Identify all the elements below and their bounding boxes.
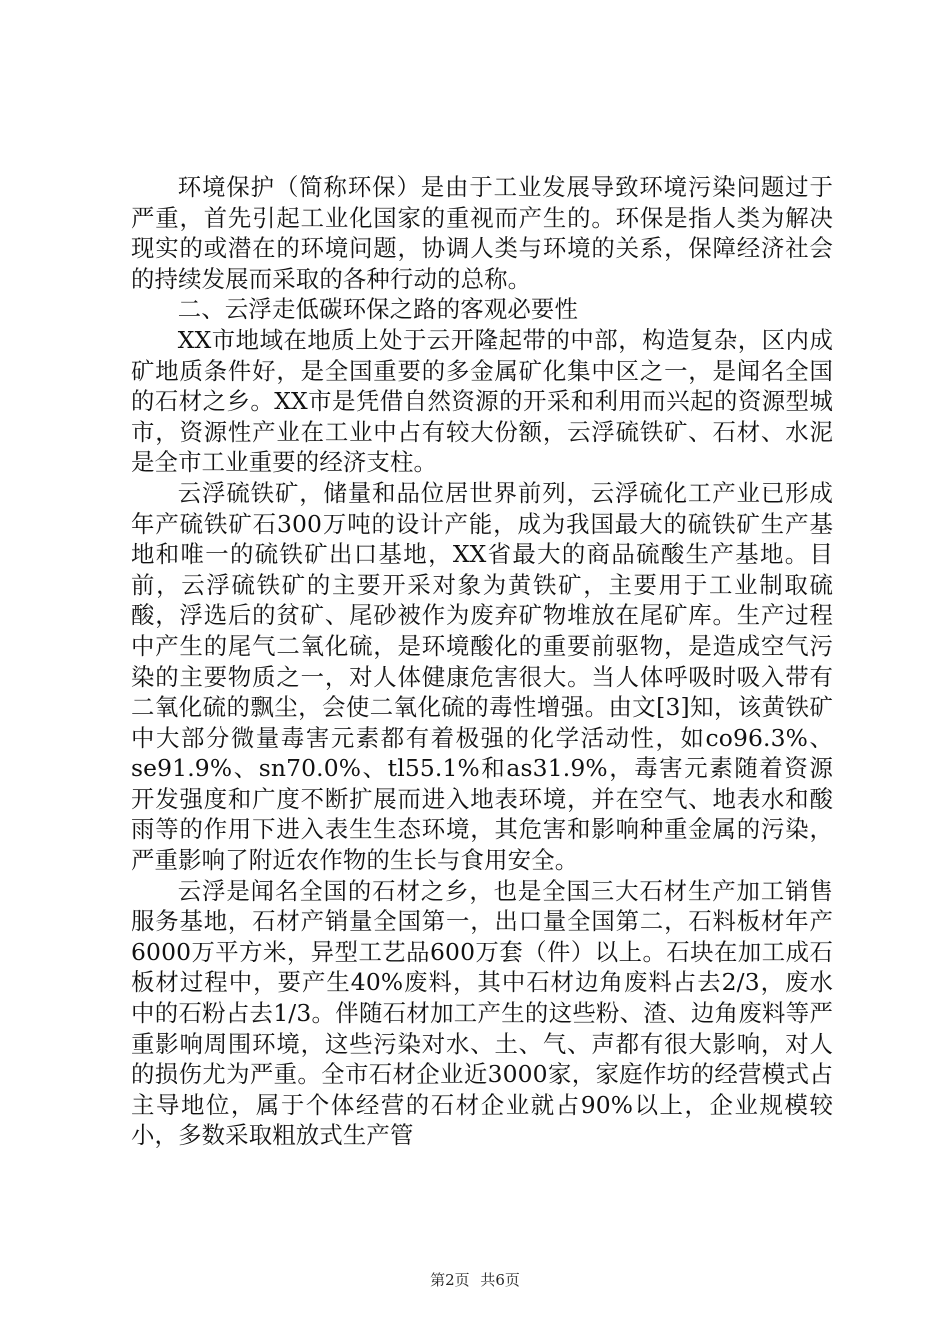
paragraph-pyrite-mine: 云浮硫铁矿，储量和品位居世界前列，云浮硫化工产业已形成年产硫铁矿石300万吨的设计产能，成为我国最大的硫铁矿生产基地和唯一的硫铁矿出口基地，XX省最大的商品硫酸生产基地。目前，云浮硫铁矿的主要开采对象为黄铁矿，主要用于工业制取硫酸，浮选后的贫矿、尾砂被作为废弃矿物堆放在尾矿库。生产过程中产生的尾气二氧化硫，是环境酸化的重要前驱物，是造成空气污染的主要物质之一，对人体健康危害很大。当人体呼吸时吸入带有二氧化硫的飘尘，会使二氧化硫的毒性增强。由文[3]知，该黄铁矿中大部分微量毒害元素都有着极强的化学活动性，如co96.3%、se91.9%、sn70.0%、tl55.1%和as31.9%，毒害元素随着资源开发强度和广度不断扩展而进入地表环境，并在空气、地表水和酸雨等的作用下进入表生生态环境，其危害和影响种重金属的污染，严重影响了附近农作物的生长与食用安全。	[131, 478, 833, 875]
paragraph-city-geology: XX市地域在地质上处于云开隆起带的中部，构造复杂，区内成矿地质条件好，是全国重要的多金属矿化集中区之一，是闻名全国的石材之乡。XX市是凭借自然资源的开采和利用而兴起的资源型城市，资源性产业在工业中占有较大份额，云浮硫铁矿、石材、水泥是全市工业重要的经济支柱。	[131, 325, 833, 477]
paragraph-intro-environmental-protection: 环境保护（简称环保）是由于工业发展导致环境污染问题过于严重，首先引起工业化国家的重视而产生的。环保是指人类为解决现实的或潜在的环境问题，协调人类与环境的关系，保障经济社会的持续发展而采取的各种行动的总称。	[131, 173, 833, 293]
page-total: 共6页	[480, 1271, 520, 1289]
page-number: 第2页	[430, 1271, 470, 1289]
paragraph-stone-industry: 云浮是闻名全国的石材之乡，也是全国三大石材生产加工销售服务基地，石材产销量全国第一，出口量全国第二，石料板材年产6000万平方米，异型工艺品600万套（件）以上。石块在加工成石板材过程中，要产生40%废料，其中石材边角废料占去2/3，废水中的石粉占去1/3。伴随石材加工产生的这些粉、渣、边角废料等严重影响周围环境，这些污染对水、土、气、声都有很大影响，对人的损伤尤为严重。全市石材企业近3000家，家庭作坊的经营模式占主导地位，属于个体经营的石材企业就占90%以上，企业规模较小，多数采取粗放式生产管	[131, 876, 833, 1150]
body-text	[131, 172, 833, 1151]
page-footer	[0, 1271, 950, 1289]
section-heading-2: 二、云浮走低碳环保之路的客观必要性	[177, 295, 578, 324]
